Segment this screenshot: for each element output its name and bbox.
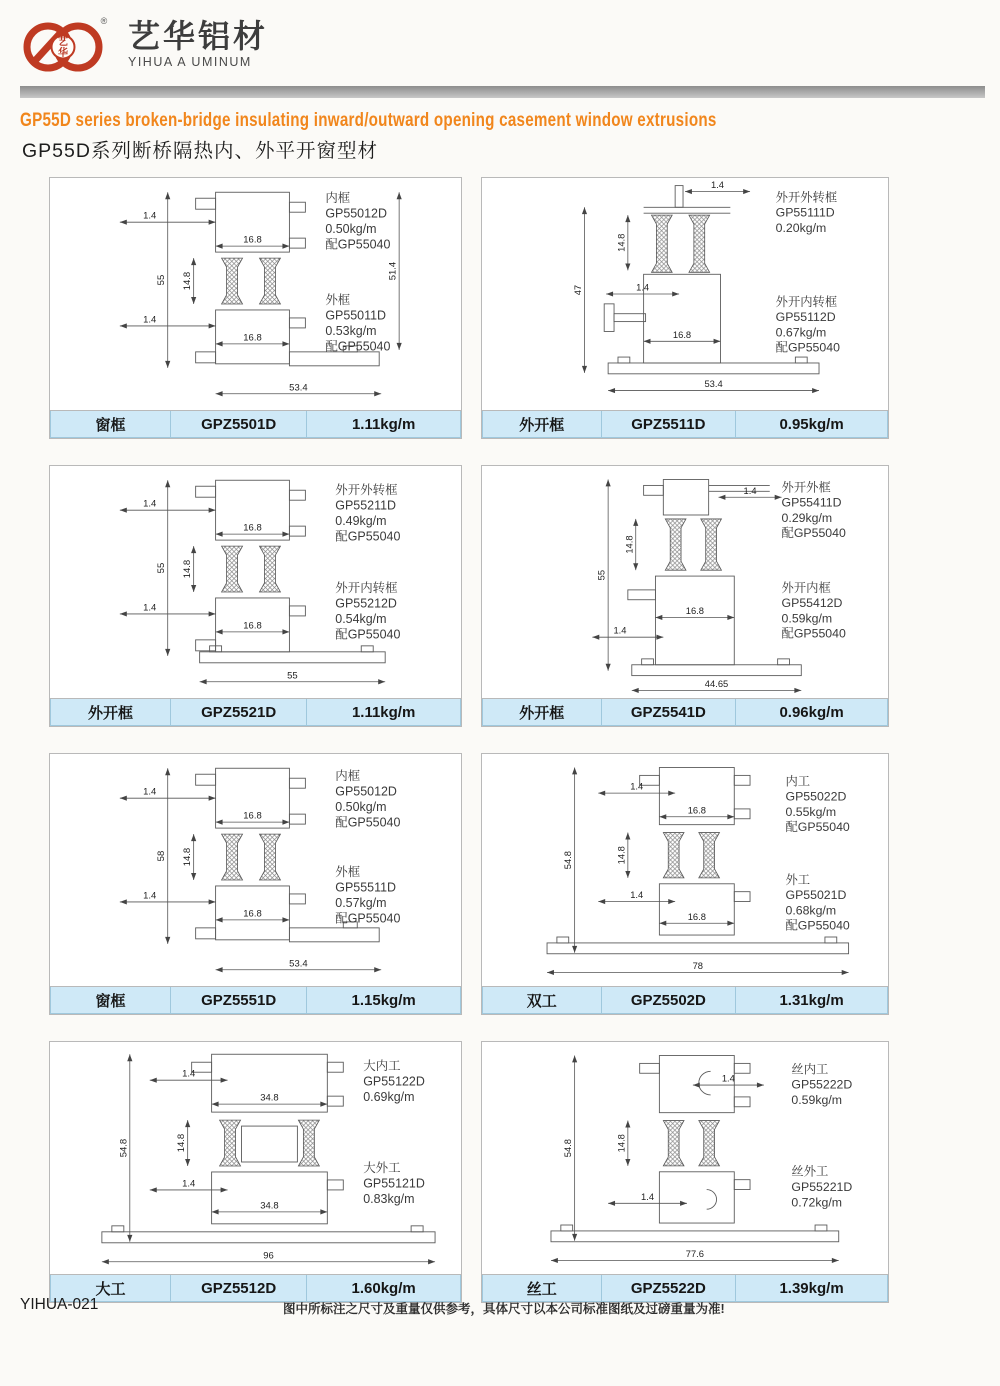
- dim-mid_width: 16.8: [672, 329, 692, 340]
- spec-name: 窗框: [50, 987, 170, 1014]
- dim-bridge: 14.8: [616, 1134, 627, 1153]
- dim-width: 53.4: [289, 958, 308, 970]
- spec-code: GPZ5521D: [170, 699, 307, 726]
- spec-weight: 1.11kg/m: [307, 411, 461, 438]
- profile-label-line: GP55212D: [335, 596, 397, 611]
- profile-label-line: 配GP55040: [335, 911, 401, 926]
- dim-width: 78: [692, 961, 704, 972]
- dim-bridge: 14.8: [616, 846, 627, 865]
- profile-label-line: 0.53kg/m: [325, 323, 377, 338]
- dim-width: 77.6: [685, 1249, 704, 1260]
- footer: [0, 1296, 1000, 1322]
- dim-bridge: 14.8: [182, 559, 194, 579]
- profile-label-line: 内框: [335, 769, 361, 784]
- profile-label-line: 内工: [785, 774, 811, 789]
- profile-label-line: 外工: [785, 872, 811, 887]
- spec-weight: 1.11kg/m: [307, 699, 461, 726]
- dim-top_width: 16.8: [243, 810, 262, 822]
- profile-label-line: 0.83kg/m: [363, 1191, 415, 1206]
- profile-label-line: GP55221D: [791, 1180, 853, 1195]
- dim-top_wall: 1.4: [143, 786, 157, 798]
- spec-code: GPZ5512D: [170, 1275, 307, 1302]
- profile-label-line: 配GP55040: [785, 918, 850, 933]
- profile-label-line: GP55411D: [781, 495, 842, 510]
- profile-label-line: 外框: [335, 864, 361, 879]
- dim-top_width: 16.8: [243, 234, 262, 246]
- spec-code: GPZ5511D: [601, 411, 737, 438]
- dim-height: 55: [156, 562, 168, 574]
- dim-top_width: 16.8: [687, 805, 706, 816]
- dim-height: 54.8: [118, 1138, 130, 1158]
- dim-top_width: 34.8: [260, 1092, 279, 1104]
- profile-panel-7: [49, 1041, 462, 1303]
- profile-label-line: 大内工: [363, 1059, 401, 1074]
- dim-top_wall: 1.4: [743, 485, 757, 496]
- profile-label-line: 0.59kg/m: [781, 611, 833, 626]
- profile-label-line: 配GP55040: [335, 529, 401, 544]
- yihua-logo-icon: [20, 12, 116, 76]
- dim-bottom_wall: 1.4: [630, 890, 644, 901]
- profile-drawing: [50, 754, 461, 986]
- profile-label-line: GP55111D: [775, 205, 835, 220]
- dim-height: 58: [156, 850, 168, 862]
- profile-label-line: 丝外工: [791, 1164, 829, 1179]
- profile-panel-3: [49, 465, 462, 727]
- profile-label-line: 0.29kg/m: [781, 510, 833, 525]
- profile-label-line: 0.49kg/m: [335, 514, 387, 529]
- dim-top_width: 16.8: [243, 522, 262, 534]
- divider-bar: [20, 86, 985, 98]
- profile-panel-1: [49, 177, 462, 439]
- profile-label-line: 0.50kg/m: [335, 800, 387, 815]
- dim-height: 47: [573, 284, 584, 296]
- spec-name: 窗框: [50, 411, 170, 438]
- spec-row: [482, 986, 888, 1014]
- spec-row: [50, 698, 461, 726]
- profile-label-line: 0.72kg/m: [791, 1195, 843, 1210]
- dim-bridge: 14.8: [616, 233, 627, 252]
- registered-mark: ®: [100, 16, 108, 26]
- dim-height: 54.8: [563, 1139, 574, 1158]
- dim-mid_width: 16.8: [685, 606, 704, 617]
- dim-bottom_width: 16.8: [243, 332, 262, 344]
- dim-bridge: 14.8: [176, 1133, 188, 1153]
- profile-panel-4: [481, 465, 889, 727]
- profile-label-line: 外开外框: [781, 480, 831, 495]
- spec-name: 外开框: [482, 411, 601, 438]
- dim-height: 54.8: [563, 851, 574, 870]
- spec-weight: 1.31kg/m: [736, 987, 888, 1014]
- profile-drawing: [482, 466, 888, 698]
- page-number: YIHUA-021: [20, 1296, 99, 1313]
- dim-bottom_width: 16.8: [687, 911, 706, 922]
- disclaimer-note: 图中所标注之尺寸及重量仅供参考，具体尺寸以本公司标准图纸及过磅重量为准!: [283, 1302, 725, 1316]
- svg-text:艺: 艺: [58, 37, 68, 48]
- dim-bottom_width: 34.8: [260, 1200, 279, 1212]
- profile-label-line: 大外工: [363, 1160, 401, 1175]
- dim-bridge: 14.8: [624, 535, 635, 554]
- profile-label-line: 配GP55040: [325, 237, 391, 252]
- dim-right_height: 51.4: [387, 261, 399, 281]
- logo-name-en: YIHUA A UMINUM: [128, 54, 252, 69]
- dim-bottom_wall: 1.4: [143, 602, 157, 614]
- logo-name-cn: 艺华铝材: [128, 17, 269, 54]
- series-title-cn: GP55D系列断桥隔热内、外平开窗型材: [22, 140, 378, 162]
- profile-label-line: 配GP55040: [785, 820, 850, 835]
- profile-label-line: 配GP55040: [775, 340, 840, 355]
- dim-bottom_wall: 1.4: [182, 1178, 196, 1190]
- logo: [20, 12, 1000, 76]
- dim-bridge: 14.8: [182, 847, 194, 867]
- profile-label-line: 0.69kg/m: [363, 1090, 415, 1105]
- profile-drawing: [50, 1042, 461, 1274]
- profile-drawing: [482, 754, 888, 986]
- spec-row: [50, 986, 461, 1014]
- spec-name: 大工: [50, 1275, 170, 1302]
- profile-label-line: 丝内工: [791, 1062, 829, 1077]
- profile-label-line: 0.59kg/m: [791, 1092, 843, 1107]
- dim-height: 55: [596, 569, 607, 581]
- profile-label-line: 外开内转框: [335, 580, 398, 595]
- spec-code: GPZ5501D: [170, 411, 307, 438]
- profile-drawing: [50, 466, 461, 698]
- dim-top_wall: 1.4: [182, 1068, 196, 1080]
- dim-bottom_wall: 1.4: [143, 314, 157, 326]
- profile-label-line: 配GP55040: [335, 627, 401, 642]
- profile-label-line: GP55112D: [775, 310, 836, 325]
- dim-bottom_wall: 1.4: [143, 890, 157, 902]
- profile-label-line: 配GP55040: [781, 526, 846, 541]
- profile-drawing: [50, 178, 461, 410]
- panel-grid: [49, 177, 1000, 1303]
- profile-label-line: 外框: [325, 292, 351, 307]
- profile-panel-6: [481, 753, 889, 1015]
- spec-weight: 0.95kg/m: [736, 411, 888, 438]
- profile-label-line: GP55022D: [785, 789, 847, 804]
- profile-label-line: GP55412D: [781, 596, 843, 611]
- spec-name: 外开框: [482, 699, 601, 726]
- profile-label-line: GP55021D: [785, 888, 847, 903]
- profile-label-line: 0.57kg/m: [335, 895, 387, 910]
- dim-mid_wall: 1.4: [636, 282, 650, 293]
- profile-label-line: 0.67kg/m: [775, 325, 827, 340]
- dim-top_wall: 1.4: [630, 781, 644, 792]
- profile-label-line: 外开内框: [781, 580, 831, 595]
- profile-label-line: GP55222D: [791, 1077, 853, 1092]
- spec-name: 双工: [482, 987, 601, 1014]
- profile-label-line: 配GP55040: [325, 339, 391, 354]
- spec-row: [482, 410, 888, 438]
- spec-row: [482, 698, 888, 726]
- profile-label-line: GP55122D: [363, 1074, 425, 1089]
- dim-bridge: 14.8: [182, 271, 194, 291]
- profile-label-line: 0.55kg/m: [785, 804, 837, 819]
- profile-label-line: GP55012D: [335, 784, 397, 799]
- profile-label-line: 0.68kg/m: [785, 903, 837, 918]
- dim-width: 53.4: [704, 379, 723, 390]
- dim-width: 55: [287, 670, 298, 682]
- header: [0, 0, 1000, 163]
- profile-panel-8: [481, 1041, 889, 1303]
- spec-code: GPZ5522D: [601, 1275, 737, 1302]
- series-title-en: GP55D series broken-bridge insulating inward/outward opening casement window extrusions: [20, 110, 717, 131]
- profile-label-line: 配GP55040: [335, 815, 401, 830]
- profile-label-line: 0.54kg/m: [335, 611, 387, 626]
- dim-height: 55: [156, 274, 168, 286]
- profile-label-line: GP55511D: [335, 880, 397, 895]
- dim-top_wall: 1.4: [711, 180, 725, 191]
- dim-mid_wall: 1.4: [613, 625, 627, 636]
- dim-width: 44.65: [704, 678, 729, 689]
- profile-drawing: [482, 1042, 888, 1274]
- profile-label-line: 外开外转框: [335, 483, 398, 498]
- dim-bottom_wall: 1.4: [641, 1191, 655, 1202]
- profile-label-line: GP55121D: [363, 1176, 425, 1191]
- profile-label-line: 内框: [325, 191, 351, 206]
- profile-panel-2: [481, 177, 889, 439]
- profile-label-line: 配GP55040: [781, 626, 846, 641]
- spec-code: GPZ5541D: [601, 699, 737, 726]
- dim-top_wall: 1.4: [143, 210, 157, 222]
- spec-weight: 1.60kg/m: [307, 1275, 461, 1302]
- dim-width: 53.4: [289, 382, 308, 394]
- spec-name: 外开框: [50, 699, 170, 726]
- spec-code: GPZ5502D: [601, 987, 737, 1014]
- profile-panel-5: [49, 753, 462, 1015]
- profile-label-line: GP55012D: [325, 206, 387, 221]
- dim-bottom_width: 16.8: [243, 620, 262, 632]
- profile-label-line: 0.50kg/m: [325, 222, 377, 237]
- dim-top_wall: 1.4: [721, 1073, 735, 1084]
- profile-label-line: GP55211D: [335, 498, 397, 513]
- svg-text:华: 华: [58, 48, 68, 59]
- profile-drawing: [482, 178, 888, 410]
- spec-weight: 0.96kg/m: [736, 699, 888, 726]
- spec-row: [50, 410, 461, 438]
- profile-label-line: 外开内转框: [775, 294, 838, 309]
- profile-label-line: GP55011D: [325, 308, 387, 323]
- spec-code: GPZ5551D: [170, 987, 307, 1014]
- dim-bottom_width: 16.8: [243, 908, 262, 920]
- dim-width: 96: [263, 1250, 274, 1262]
- profile-label-line: 0.20kg/m: [775, 220, 827, 235]
- spec-weight: 1.15kg/m: [307, 987, 461, 1014]
- spec-name: 丝工: [482, 1275, 601, 1302]
- profile-label-line: 外开外转框: [775, 190, 838, 205]
- spec-weight: 1.39kg/m: [736, 1275, 888, 1302]
- dim-top_wall: 1.4: [143, 498, 157, 510]
